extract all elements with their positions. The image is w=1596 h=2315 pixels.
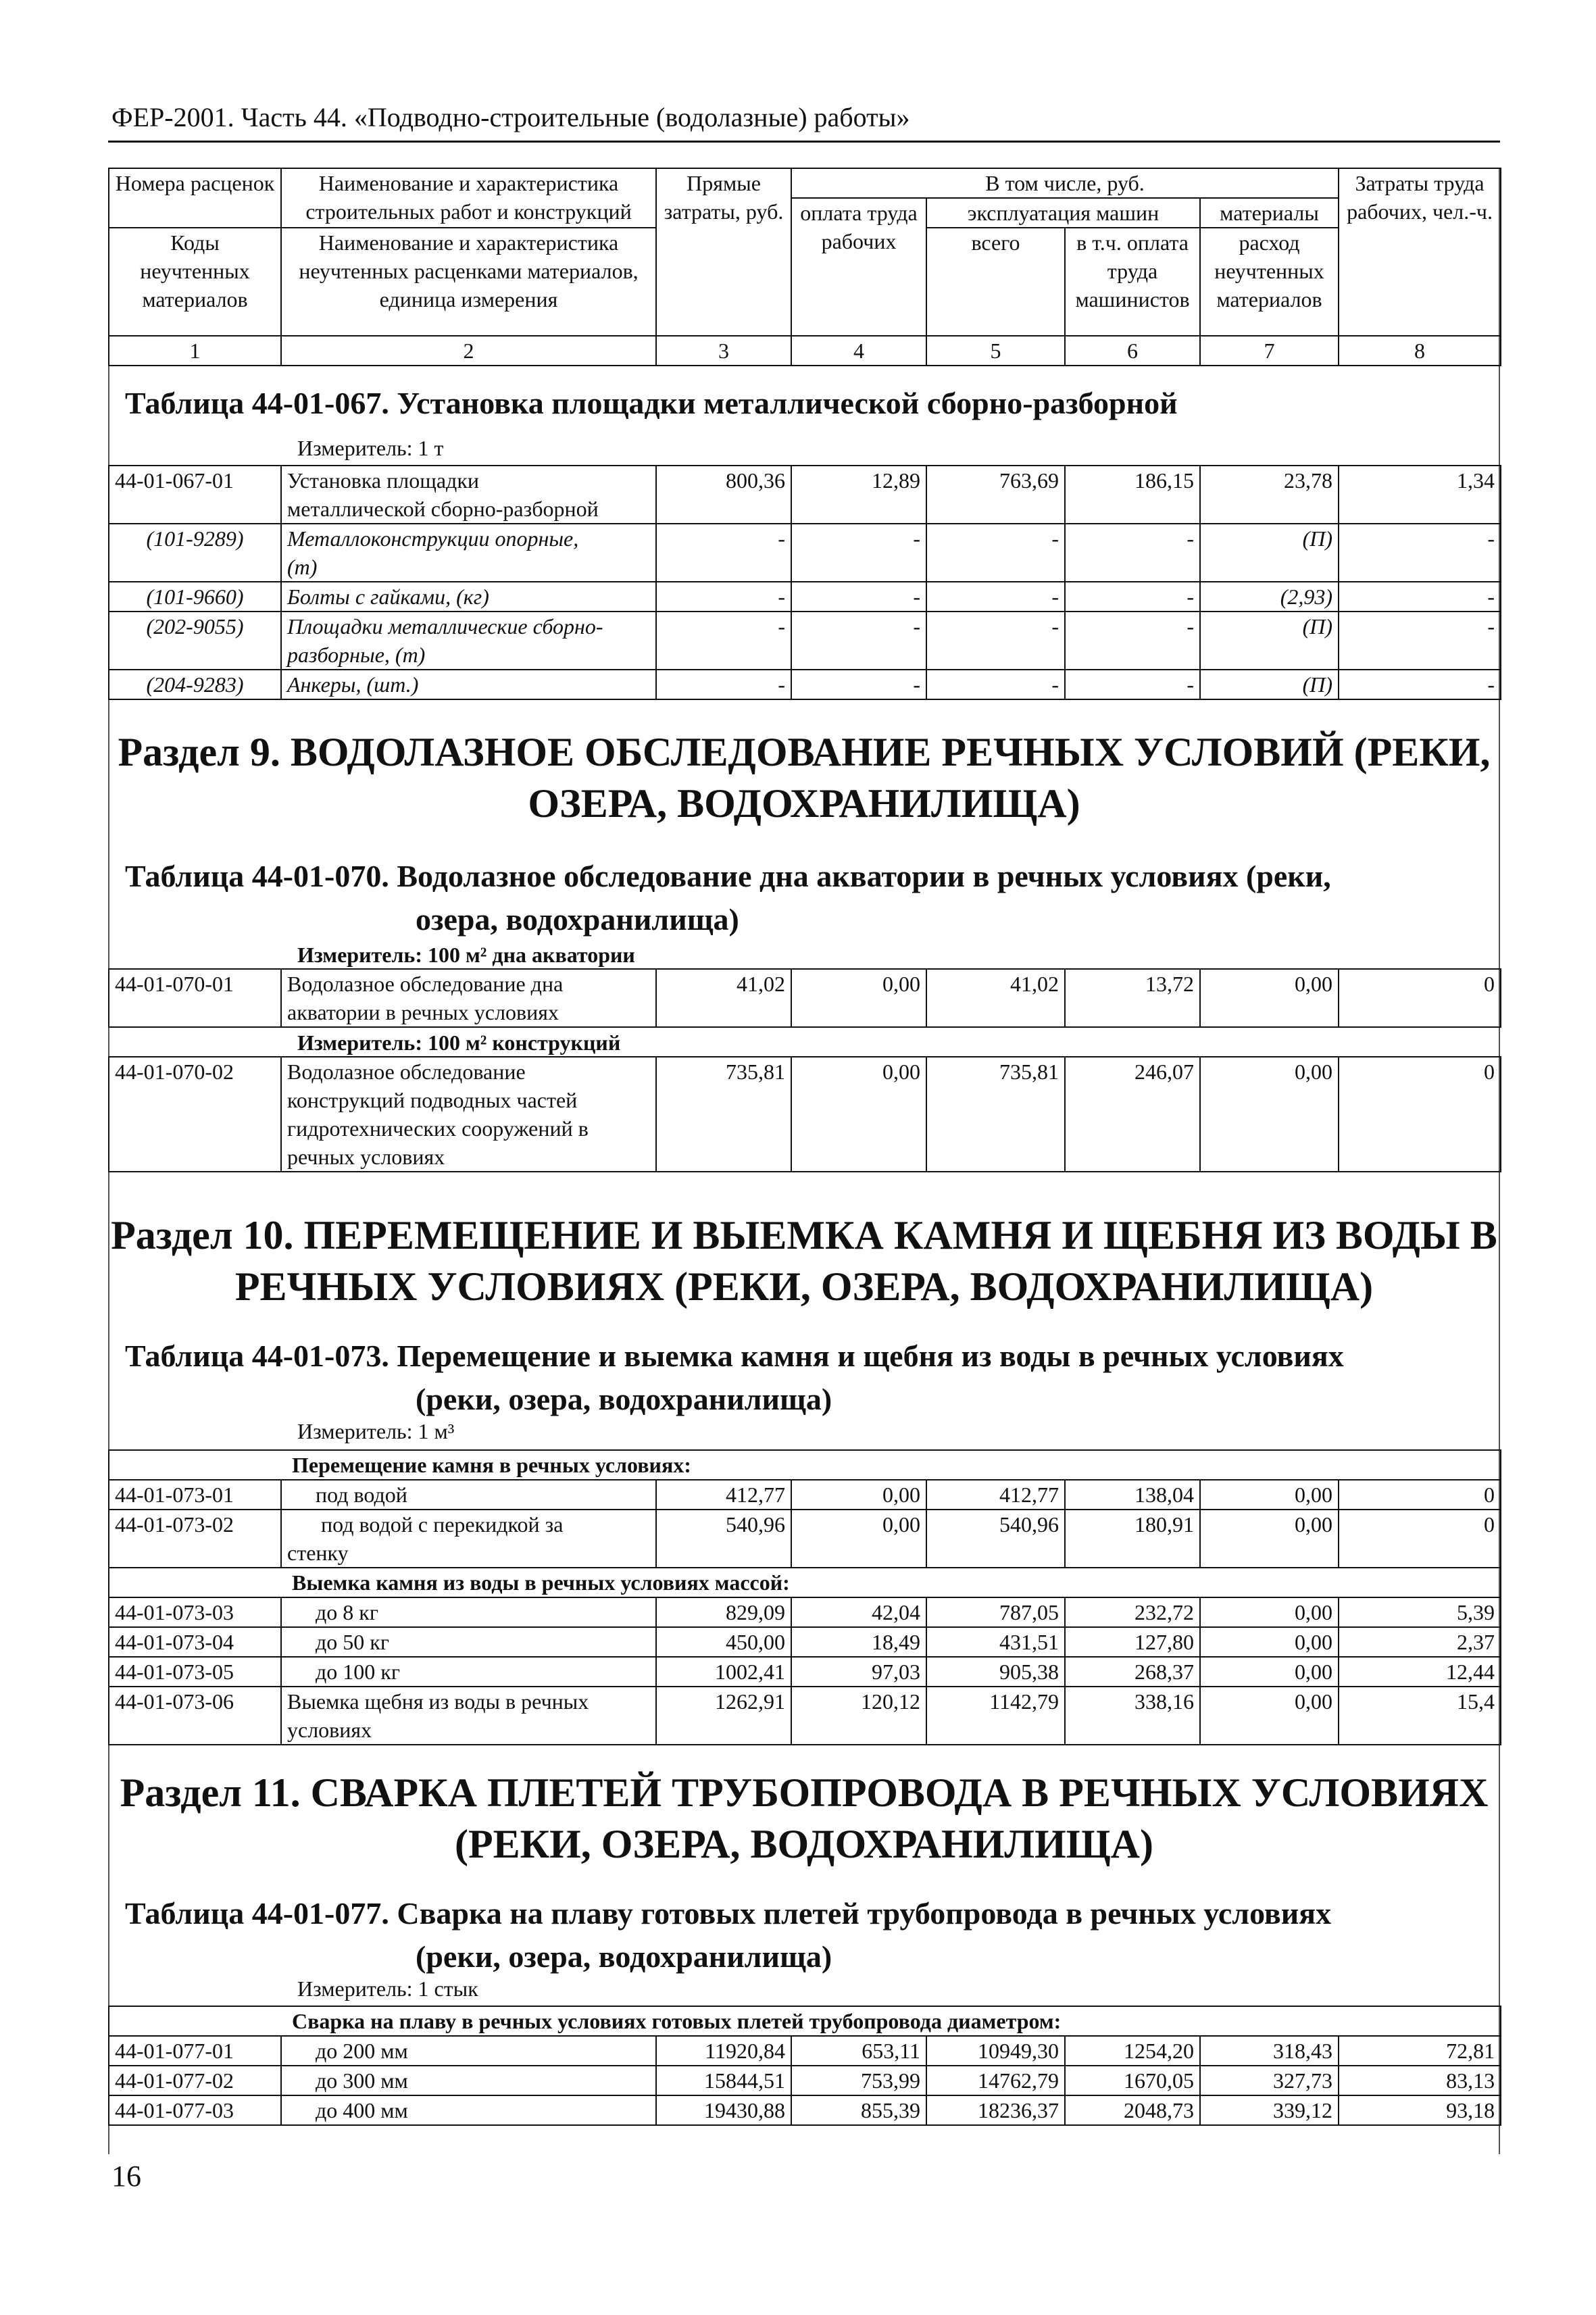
row-labor: - — [1339, 582, 1501, 612]
row-machines-wages: 180,91 — [1065, 1510, 1200, 1568]
table-067-unit: Измеритель: 1 т — [297, 436, 444, 460]
header-name-top: Наименование и характеристика строительных работ и конструкций — [281, 168, 656, 228]
row-name-line: гидротехнических сооружений в — [287, 1116, 589, 1141]
row-materials: 0,00 — [1200, 1657, 1339, 1687]
row-name: до 8 кг — [281, 1597, 656, 1627]
table-070-title — [125, 855, 1483, 941]
col-num: 3 — [656, 336, 791, 366]
row-materials: 0,00 — [1200, 1480, 1339, 1510]
row-direct: 800,36 — [656, 466, 791, 524]
row-machines-wages: 138,04 — [1065, 1480, 1200, 1510]
row-name-line: условиях — [287, 1718, 372, 1742]
table-067 — [108, 465, 1501, 700]
row-materials: 0,00 — [1200, 969, 1339, 1027]
header-labor: Затраты труда рабочих, чел.-ч. — [1339, 168, 1501, 336]
row-name — [281, 466, 656, 524]
row-labor: 0 — [1339, 1510, 1501, 1568]
row-direct: - — [656, 612, 791, 670]
row-materials: (П) — [1200, 612, 1339, 670]
row-wages: 0,00 — [791, 1510, 926, 1568]
row-name — [281, 1510, 656, 1568]
table-title-line: (реки, озера, водохранилища) — [416, 1939, 832, 1974]
row-direct: 1262,91 — [656, 1687, 791, 1745]
row-materials: 23,78 — [1200, 466, 1339, 524]
row-code: 44-01-077-02 — [109, 2066, 281, 2095]
row-materials: (П) — [1200, 524, 1339, 582]
row-machines: 14762,79 — [926, 2066, 1065, 2095]
row-machines-wages: 1254,20 — [1065, 2036, 1200, 2066]
row-code: 44-01-070-01 — [109, 969, 281, 1027]
row-name-line: разборные, (т) — [287, 643, 426, 667]
row-name-line: металлической сборно-разборной — [287, 497, 599, 521]
row-code: (204-9283) — [109, 670, 281, 699]
row-wages: 753,99 — [791, 2066, 926, 2095]
page-title: ФЕР-2001. Часть 44. «Подводно-строительные (водолазные) работы» — [111, 102, 910, 132]
row-machines: 41,02 — [926, 969, 1065, 1027]
col-num: 6 — [1065, 336, 1200, 366]
row-code: 44-01-073-03 — [109, 1597, 281, 1627]
row-machines: 540,96 — [926, 1510, 1065, 1568]
row-machines: - — [926, 524, 1065, 582]
row-machines-wages: - — [1065, 524, 1200, 582]
row-machines: 431,51 — [926, 1627, 1065, 1657]
row-code: (101-9660) — [109, 582, 281, 612]
row-wages: 12,89 — [791, 466, 926, 524]
table-title-line: озера, водохранилища) — [416, 902, 739, 937]
row-name — [281, 1057, 656, 1172]
row-machines-wages: 1670,05 — [1065, 2066, 1200, 2095]
section-title-line: Раздел 11. СВАРКА ПЛЕТЕЙ ТРУБОПРОВОДА В РЕЧНЫХ УСЛОВИЯХ — [120, 1770, 1489, 1815]
row-machines: 905,38 — [926, 1657, 1065, 1687]
row-direct: 735,81 — [656, 1057, 791, 1172]
group-row — [109, 2006, 1501, 2036]
header-codes-top: Номера расценок — [109, 168, 281, 228]
table-row — [109, 582, 1501, 612]
section-title-line: ОЗЕРА, ВОДОХРАНИЛИЩА) — [528, 781, 1080, 826]
row-materials: 0,00 — [1200, 1510, 1339, 1568]
row-labor: 72,81 — [1339, 2036, 1501, 2066]
group-row — [109, 1568, 1501, 1597]
row-name-line: Металлоконструкции опорные, — [287, 526, 579, 551]
section-10-title — [108, 1210, 1500, 1312]
group-label: Перемещение камня в речных условиях: — [109, 1450, 1501, 1480]
row-materials: (2,93) — [1200, 582, 1339, 612]
table-row — [109, 1687, 1501, 1745]
table-070-unit-1: Измеритель: 100 м² дна акватории — [297, 943, 635, 967]
row-wages: 0,00 — [791, 1480, 926, 1510]
header-wages: оплата труда рабочих — [791, 198, 926, 336]
row-name: до 200 мм — [281, 2036, 656, 2066]
header-codes-bottom: Коды неучтенных материалов — [109, 228, 281, 336]
title-rule — [108, 141, 1500, 143]
row-machines: - — [926, 670, 1065, 699]
row-labor: 1,34 — [1339, 466, 1501, 524]
row-labor: 0 — [1339, 1480, 1501, 1510]
table-070-a — [108, 968, 1501, 1028]
row-direct: - — [656, 524, 791, 582]
row-code: 44-01-073-05 — [109, 1657, 281, 1687]
row-materials: 318,43 — [1200, 2036, 1339, 2066]
row-machines: 787,05 — [926, 1597, 1065, 1627]
row-name: до 100 кг — [281, 1657, 656, 1687]
table-row — [109, 1057, 1501, 1172]
page-number: 16 — [111, 2160, 141, 2193]
col-num: 2 — [281, 336, 656, 366]
row-name-line: Водолазное обследование дна — [287, 972, 564, 996]
col-num: 7 — [1200, 336, 1339, 366]
row-materials: 339,12 — [1200, 2095, 1339, 2125]
row-materials: 0,00 — [1200, 1597, 1339, 1627]
row-materials: 0,00 — [1200, 1687, 1339, 1745]
row-name-line: под водой с перекидкой за — [321, 1512, 564, 1537]
row-name: до 50 кг — [281, 1627, 656, 1657]
row-materials: 0,00 — [1200, 1057, 1339, 1172]
row-wages: 42,04 — [791, 1597, 926, 1627]
table-077-unit: Измеритель: 1 стык — [297, 1976, 478, 2001]
row-materials: 327,73 — [1200, 2066, 1339, 2095]
row-code: 44-01-073-01 — [109, 1480, 281, 1510]
row-name: Анкеры, (шт.) — [281, 670, 656, 699]
row-machines: 735,81 — [926, 1057, 1065, 1172]
row-name-line: акватории в речных условиях — [287, 1000, 559, 1024]
row-code: 44-01-077-01 — [109, 2036, 281, 2066]
row-wages: 653,11 — [791, 2036, 926, 2066]
table-row — [109, 2095, 1501, 2125]
row-machines: 412,77 — [926, 1480, 1065, 1510]
row-name: до 400 мм — [281, 2095, 656, 2125]
table-row — [109, 612, 1501, 670]
row-code: (101-9289) — [109, 524, 281, 582]
row-code: 44-01-077-03 — [109, 2095, 281, 2125]
row-machines-wages: - — [1065, 612, 1200, 670]
row-name — [281, 612, 656, 670]
row-direct: 19430,88 — [656, 2095, 791, 2125]
row-direct: 829,09 — [656, 1597, 791, 1627]
row-labor: - — [1339, 524, 1501, 582]
row-wages: 855,39 — [791, 2095, 926, 2125]
section-title-line: Раздел 9. ВОДОЛАЗНОЕ ОБСЛЕДОВАНИЕ РЕЧНЫХ УСЛОВИЙ (РЕКИ, — [118, 730, 1491, 774]
row-machines-wages: - — [1065, 670, 1200, 699]
row-labor: 15,4 — [1339, 1687, 1501, 1745]
table-row — [109, 2036, 1501, 2066]
row-machines: 10949,30 — [926, 2036, 1065, 2066]
row-code: 44-01-073-02 — [109, 1510, 281, 1568]
row-name: Болты с гайками, (кг) — [281, 582, 656, 612]
row-labor: 0 — [1339, 1057, 1501, 1172]
row-materials: 0,00 — [1200, 1627, 1339, 1657]
row-wages: - — [791, 524, 926, 582]
row-labor: 5,39 — [1339, 1597, 1501, 1627]
header-including: В том числе, руб. — [791, 168, 1339, 198]
section-title-line: РЕЧНЫХ УСЛОВИЯХ (РЕКИ, ОЗЕРА, ВОДОХРАНИЛИЩА) — [234, 1264, 1374, 1309]
table-077 — [108, 2006, 1501, 2126]
row-name-line: стенку — [287, 1541, 349, 1565]
row-wages: - — [791, 612, 926, 670]
row-direct: 540,96 — [656, 1510, 791, 1568]
row-labor: 0 — [1339, 969, 1501, 1027]
table-title-line: Таблица 44-01-073. Перемещение и выемка камня и щебня из воды в речных условиях — [125, 1339, 1344, 1373]
row-name-line: (т) — [287, 555, 318, 579]
row-machines-wages: 268,37 — [1065, 1657, 1200, 1687]
row-wages: - — [791, 670, 926, 699]
row-wages: 0,00 — [791, 1057, 926, 1172]
row-direct: 11920,84 — [656, 2036, 791, 2066]
row-machines: 1142,79 — [926, 1687, 1065, 1745]
row-name-line: Установка площадки — [287, 468, 479, 493]
row-name — [281, 969, 656, 1027]
row-wages: 0,00 — [791, 969, 926, 1027]
section-9-title — [108, 726, 1500, 829]
row-name: до 300 мм — [281, 2066, 656, 2095]
row-direct: 15844,51 — [656, 2066, 791, 2095]
row-wages: - — [791, 582, 926, 612]
table-title-line: Таблица 44-01-077. Сварка на плаву готовых плетей трубопровода в речных условиях — [125, 1896, 1332, 1931]
row-machines-wages: 232,72 — [1065, 1597, 1200, 1627]
row-code: (202-9055) — [109, 612, 281, 670]
row-direct: - — [656, 582, 791, 612]
row-machines-wages: 338,16 — [1065, 1687, 1200, 1745]
group-row — [109, 1450, 1501, 1480]
header-materials-unaccounted: расход неучтенных материалов — [1200, 228, 1339, 336]
row-direct: 450,00 — [656, 1627, 791, 1657]
section-title-line: Раздел 10. ПЕРЕМЕЩЕНИЕ И ВЫЕМКА КАМНЯ И ЩЕБНЯ ИЗ ВОДЫ В — [111, 1213, 1497, 1258]
row-name: под водой — [281, 1480, 656, 1510]
row-direct: 41,02 — [656, 969, 791, 1027]
header-machines-wages: в т.ч. оплата труда машинистов — [1065, 228, 1200, 336]
header-table — [108, 168, 1501, 366]
header-machines: эксплуатация машин — [926, 198, 1200, 228]
table-row — [109, 2066, 1501, 2095]
row-code: 44-01-073-04 — [109, 1627, 281, 1657]
col-num: 8 — [1339, 336, 1501, 366]
row-direct: - — [656, 670, 791, 699]
row-name — [281, 524, 656, 582]
table-row — [109, 969, 1501, 1027]
col-num: 1 — [109, 336, 281, 366]
row-machines-wages: 2048,73 — [1065, 2095, 1200, 2125]
row-wages: 18,49 — [791, 1627, 926, 1657]
row-direct: 1002,41 — [656, 1657, 791, 1687]
table-073-title — [125, 1335, 1483, 1421]
table-073 — [108, 1449, 1501, 1745]
row-labor: 83,13 — [1339, 2066, 1501, 2095]
table-title-line: (реки, озера, водохранилища) — [416, 1382, 832, 1416]
table-row — [109, 1480, 1501, 1510]
table-title-line: Таблица 44-01-070. Водолазное обследование дна акватории в речных условиях (реки, — [125, 859, 1331, 893]
row-wages: 120,12 — [791, 1687, 926, 1745]
row-name-line: конструкций подводных частей — [287, 1088, 578, 1112]
header-name-bottom: Наименование и характеристика неучтенных расценками материалов, единица измерения — [281, 228, 656, 336]
row-wages: 97,03 — [791, 1657, 926, 1687]
row-machines: 763,69 — [926, 466, 1065, 524]
row-machines-wages: 246,07 — [1065, 1057, 1200, 1172]
table-row — [109, 524, 1501, 582]
section-11-title — [108, 1767, 1500, 1870]
group-label: Сварка на плаву в речных условиях готовых плетей трубопровода диаметром: — [109, 2006, 1501, 2036]
row-labor: - — [1339, 670, 1501, 699]
header-direct-costs: Прямые затраты, руб. — [656, 168, 791, 336]
table-073-unit: Измеритель: 1 м³ — [297, 1419, 455, 1443]
col-num: 5 — [926, 336, 1065, 366]
table-070-unit-2: Измеритель: 100 м² конструкций — [297, 1030, 621, 1055]
row-machines-wages: 186,15 — [1065, 466, 1200, 524]
table-row — [109, 1627, 1501, 1657]
row-name-line: речных условиях — [287, 1145, 445, 1169]
table-067-title: Таблица 44-01-067. Установка площадки металлической сборно-разборной — [125, 386, 1178, 420]
row-name-line: Выемка щебня из воды в речных — [287, 1689, 589, 1714]
row-code: 44-01-070-02 — [109, 1057, 281, 1172]
row-machines: - — [926, 582, 1065, 612]
row-machines: 18236,37 — [926, 2095, 1065, 2125]
row-labor: 93,18 — [1339, 2095, 1501, 2125]
col-num: 4 — [791, 336, 926, 366]
table-row — [109, 1657, 1501, 1687]
header-machines-total: всего — [926, 228, 1065, 336]
table-row — [109, 670, 1501, 699]
section-title-line: (РЕКИ, ОЗЕРА, ВОДОХРАНИЛИЩА) — [454, 1822, 1153, 1866]
table-row — [109, 466, 1501, 524]
row-machines: - — [926, 612, 1065, 670]
row-labor: 12,44 — [1339, 1657, 1501, 1687]
row-machines-wages: - — [1065, 582, 1200, 612]
table-row — [109, 1597, 1501, 1627]
row-name-line: Водолазное обследование — [287, 1060, 526, 1084]
group-label: Выемка камня из воды в речных условиях массой: — [109, 1568, 1501, 1597]
row-labor: 2,37 — [1339, 1627, 1501, 1657]
row-machines-wages: 127,80 — [1065, 1627, 1200, 1657]
row-name-line: Площадки металлические сборно- — [287, 614, 603, 639]
table-070-b — [108, 1056, 1501, 1172]
row-materials: (П) — [1200, 670, 1339, 699]
row-name — [281, 1687, 656, 1745]
row-labor: - — [1339, 612, 1501, 670]
row-direct: 412,77 — [656, 1480, 791, 1510]
table-077-title — [125, 1892, 1483, 1978]
row-machines-wages: 13,72 — [1065, 969, 1200, 1027]
header-materials: материалы — [1200, 198, 1339, 228]
row-code: 44-01-067-01 — [109, 466, 281, 524]
row-code: 44-01-073-06 — [109, 1687, 281, 1745]
table-row — [109, 1510, 1501, 1568]
